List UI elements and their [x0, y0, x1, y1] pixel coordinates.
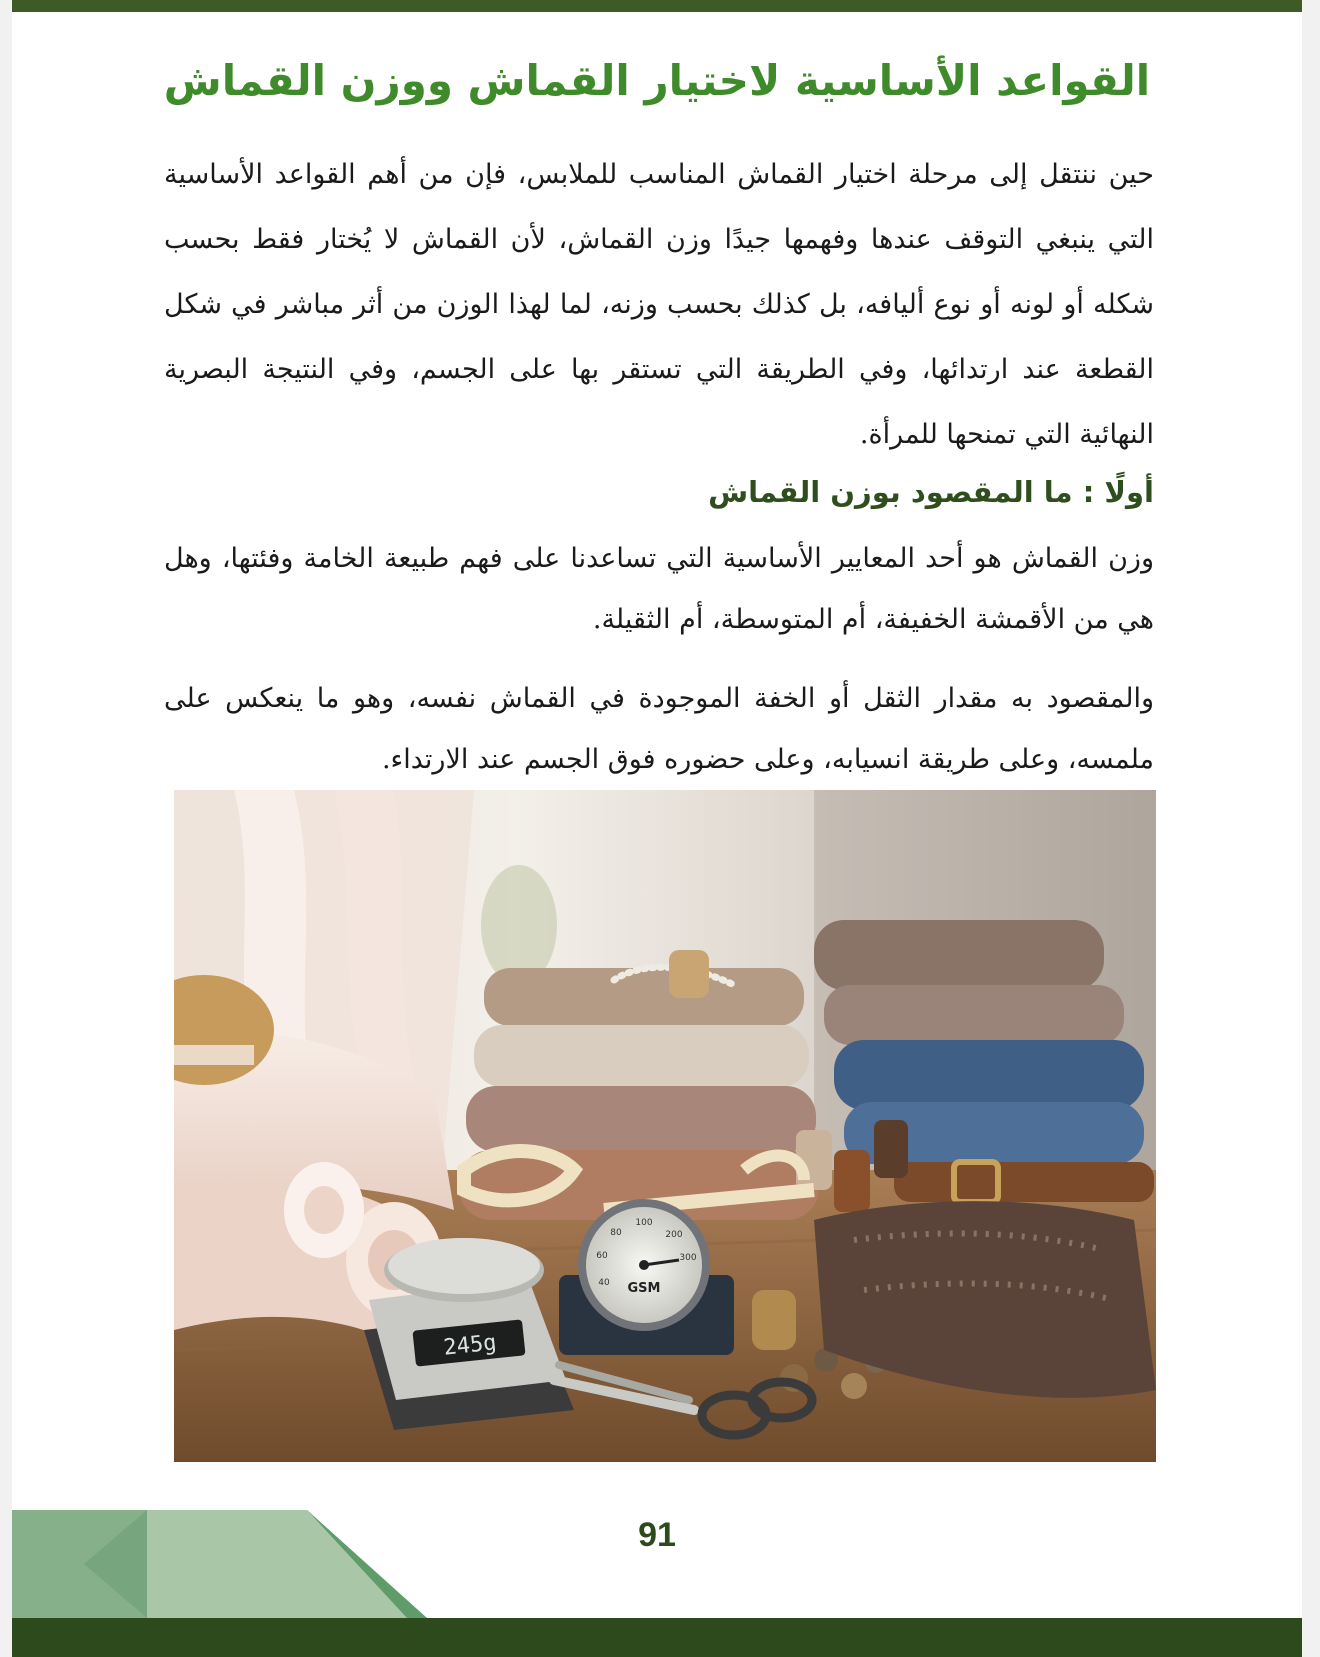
meaning-paragraph [164, 668, 1154, 790]
gauge-tick-5: 200 [665, 1230, 683, 1240]
scale-display-reading: 245g [442, 1330, 498, 1361]
page-title: القواعد الأساسية لاختيار القماش ووزن القماش [163, 56, 1151, 105]
fabric-weight-illustration [174, 790, 1156, 1462]
digital-scale [364, 1238, 574, 1430]
gauge-tick-4: 100 [635, 1218, 653, 1228]
gauge-tick-3: 80 [610, 1228, 622, 1238]
definition-paragraph [164, 528, 1154, 650]
meaning-paragraph-text: والمقصود به مقدار الثقل أو الخفة الموجودة في القماش نفسه، وهو ما ينعكس على ملمسه، وعلى طريقة انسيابه، وعلى حضوره فوق الجسم عند الارتداء. [164, 683, 1154, 775]
intro-paragraph-text: حين ننتقل إلى مرحلة اختيار القماش المناسب للملابس، فإن من أهم القواعد الأساسية التي ينبغي التوقف عندها وفهمها جيدًا وزن القماش، لأن القماش لا يُختار فقط بحسب شكله أو لونه أو نوع أليافه، بل كذلك بحسب وزنه، لما لهذا الوزن من أثر مباشر في شكل القطعة عند ارتدائها، وفي الطريقة التي تستقر بها على الجسم، وفي النتيجة البصرية النهائية التي تمنحها للمرأة. [164, 159, 1154, 450]
gauge-tick-2: 60 [596, 1251, 608, 1261]
fabric-scene-image [174, 790, 1156, 1462]
gauge-label: GSM [627, 1281, 661, 1296]
top-decorative-bar [12, 0, 1302, 12]
book-page [12, 0, 1302, 1657]
gauge-tick-6: 300 [679, 1253, 697, 1263]
gauge-tick-1: 40 [598, 1278, 610, 1288]
bottom-decorative-bar [12, 1618, 1302, 1657]
page-number: 91 [638, 1516, 676, 1554]
intro-paragraph [164, 142, 1154, 467]
section-heading: أولًا : ما المقصود بوزن القماش [708, 475, 1154, 509]
definition-paragraph-text: وزن القماش هو أحد المعايير الأساسية التي تساعدنا على فهم طبيعة الخامة وفئتها، وهل هي من الأقمشة الخفيفة، أم المتوسطة، أم الثقيلة. [164, 543, 1154, 635]
